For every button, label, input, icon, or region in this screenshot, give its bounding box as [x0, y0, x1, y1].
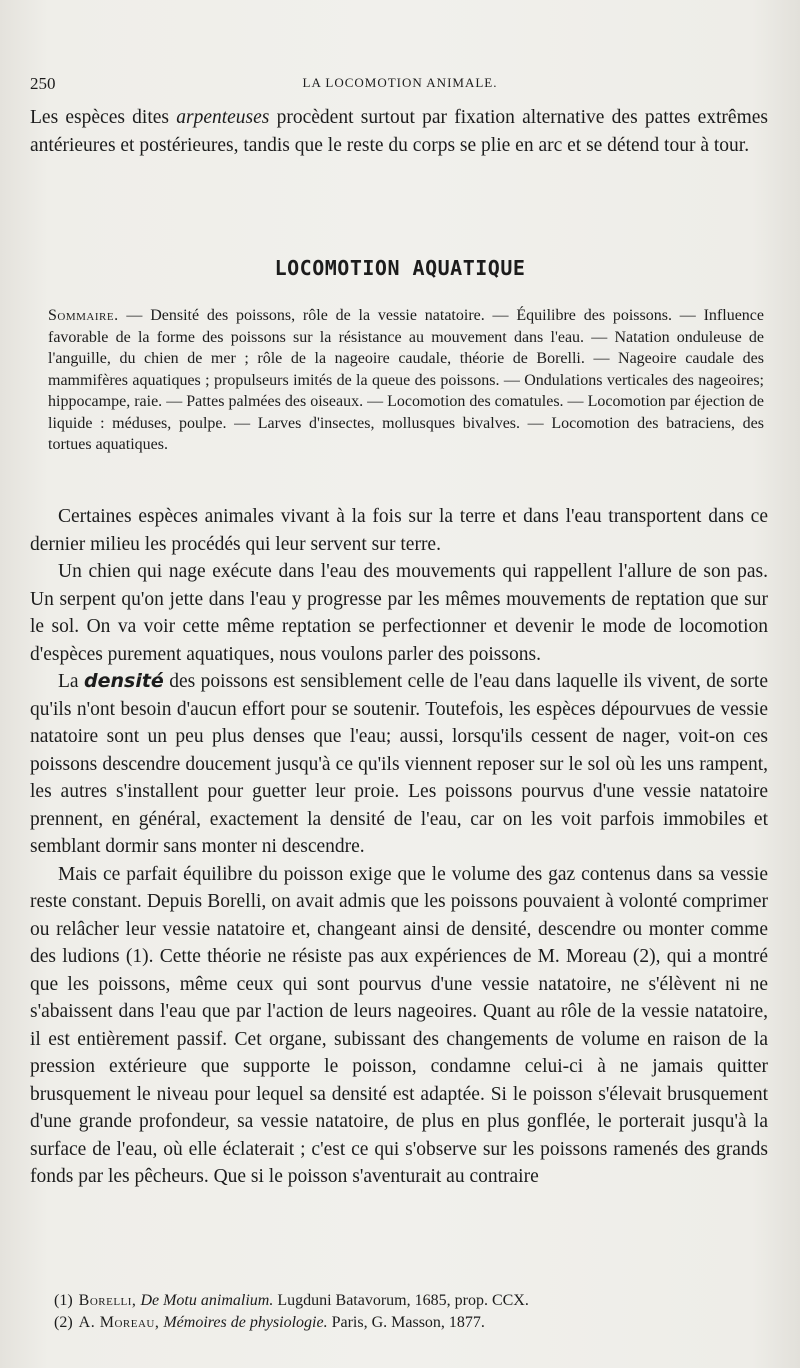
- intro-italic-term: arpenteuses: [176, 107, 270, 128]
- intro-text-end: procèdent surtout par fixation alternative des pattes extrêmes antérieures et postérieures, tandis que le reste du corps se plie en arc et se détend tour à tour.: [30, 107, 768, 156]
- footnote-2: [54, 1312, 760, 1334]
- body-paragraph-3: [30, 668, 768, 861]
- footnote-rest: Paris, G. Masson, 1877.: [331, 1314, 485, 1331]
- summary-text: — Densité des poissons, rôle de la vessie natatoire. — Équilibre des poissons. — Influence favorable de la forme des poissons sur la résistance au mouvement dans l'eau. — Natation onduleuse de l'anguille, du chien de mer ; rôle de la nageoire caudale, théorie de Borelli. — Nageoire caudale des mammifères aquatiques ; propulseurs imités de la queue des poissons. — Ondulations verticales des nageoires; hippocampe, raie. — Pattes palmées des oiseaux. — Locomotion des comatules. — Locomotion par éjection de liquide : méduses, poulpe. — Larves d'insectes, mollusques bivalves. — Locomotion des batraciens, des tortues aquatiques.: [48, 307, 764, 453]
- footnote-1: [54, 1290, 760, 1312]
- footnote-label: (1): [54, 1292, 73, 1309]
- running-head: [30, 74, 770, 96]
- keyword-densite: densité: [84, 670, 164, 692]
- intro-text-start: Les espèces dites: [30, 107, 177, 128]
- summary-label: Sommaire.: [48, 307, 119, 324]
- p3-rest: des poissons est sensiblement celle de l'eau dans laquelle ils vivent, de sorte qu'ils n'ont besoin d'aucun effort pour se soutenir. Toutefois, les espèces dépourvues de vessie natatoire sont un peu plus denses que l'eau; aussi, lorsqu'ils cessent de nager, voit-on ces poissons descendre doucement jusqu'à ce qu'ils viennent reposer sur le sol où les uns rampent, les autres s'installent pour guetter leur proie. Les poissons pourvus d'une vessie natatoire prennent, en général, exactement la densité de l'eau, car on les voit parfois immobiles et semblant dormir sans monter ni descendre.: [30, 671, 768, 857]
- footnote-rest: Lugduni Batavorum, 1685, prop. CCX.: [277, 1292, 529, 1309]
- section-title: LOCOMOTION AQUATIQUE: [274, 256, 526, 280]
- body-paragraph-2: Un chien qui nage exécute dans l'eau des mouvements qui rappellent l'allure de son pas. Un serpent qu'on jette dans l'eau y progresse par les mêmes mouvements de reptation que sur le sol. On va voir cette même reptation se perfectionner et devenir le mode de locomotion d'espèces purement aquatiques, nous voulons parler des poissons.: [30, 561, 768, 665]
- intro-paragraph: [30, 104, 768, 159]
- page-number: 250: [30, 74, 56, 93]
- footnote-author: Borelli,: [78, 1292, 137, 1309]
- footnote-title: Mémoires de physiologie.: [163, 1314, 328, 1331]
- footnote-author: A. Moreau,: [78, 1314, 160, 1331]
- body-paragraph-4: Mais ce parfait équilibre du poisson exige que le volume des gaz contenus dans sa vessie reste constant. Depuis Borelli, on avait admis que les poissons pouvaient à volonté comprimer ou relâcher leur vessie natatoire et, changeant ainsi de densité, descendre ou monter comme des ludions (1). Cette théorie ne résiste pas aux expériences de M. Moreau (2), qui a montré que les poissons, même ceux qui sont pourvus d'une vessie natatoire, ne s'élèvent ni ne s'abaissent dans l'eau que par l'action de leurs nageoires. Quant au rôle de la vessie natatoire, il est entièrement passif. Cet organe, subissant des changements de volume en raison de la pression extérieure que supporte le poisson, condamne celui-ci à ne jamais quitter brusquement le niveau pour lequel sa densité est adaptée. Si le poisson s'élevait brusquement d'une grande profondeur, sa vessie natatoire, de plus en plus gonflée, le porterait jusqu'à la surface de l'eau, où elle éclaterait ; c'est ce qui s'observe sur les poissons ramenés des grands fonds par les pêcheurs. Que si le poisson s'aventurait au contraire: [30, 863, 768, 1187]
- body-text: [30, 503, 768, 1191]
- footnote-title: De Motu animalium.: [140, 1292, 274, 1309]
- chapter-summary: [48, 305, 764, 456]
- footnote-label: (2): [54, 1314, 73, 1331]
- footnotes: [54, 1290, 760, 1334]
- body-paragraph-1: Certaines espèces animales vivant à la fois sur la terre et dans l'eau transportent dans ce dernier milieu les procédés qui leur servent sur terre.: [30, 506, 768, 555]
- running-title: LA LOCOMOTION ANIMALE.: [302, 75, 498, 90]
- p3-start: La: [58, 671, 84, 692]
